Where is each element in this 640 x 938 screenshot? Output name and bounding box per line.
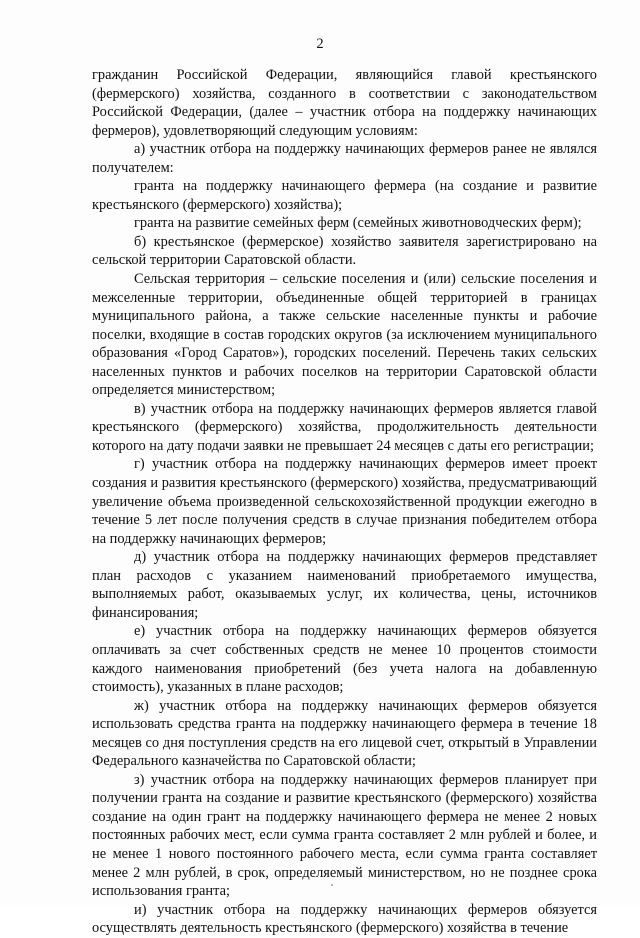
paragraph-grant-beginning-farmer: гранта на поддержку начинающего фермера (на создание и развитие крестьянского (фермерского) хозяйства);: [92, 178, 597, 213]
paragraph-applicant-definition: гражданин Российской Федерации, являющийся главой крестьянского (фермерского) хозяйства, созданного в соответствии с законодательством Российской Федерации, (далее – участник отбора на поддержку начинающих фермеров), удовлетворяющий следующим условиям:: [92, 67, 597, 139]
paragraph-condition-i: и) участник отбора на поддержку начинающих фермеров обязуется осуществлять деятельность крестьянского (фермерского) хозяйства в течение: [92, 901, 597, 937]
document-body: [92, 66, 597, 938]
paragraph-condition-a: а) участник отбора на поддержку начинающих фермеров ранее не являлся получателем:: [92, 141, 597, 176]
paragraph-condition-v: в) участник отбора на поддержку начинающих фермеров является главой крестьянского (фермерского) хозяйства, продолжительность деятельности которого на дату подачи заявки не превышает 24 месяцев с даты его регистрации;: [92, 400, 597, 454]
scan-speck: [331, 884, 333, 886]
page-number: 2: [316, 36, 324, 52]
paragraph-condition-g: г) участник отбора на поддержку начинающих фермеров имеет проект создания и развития крестьянского (фермерского) хозяйства, предусматривающий увеличение объема произведенной сельскохозяйственной продукции ежегодно в течение 5 лет после получения средств в случае признания победителем отбора на поддержку начинающих фермеров;: [92, 456, 597, 547]
paragraph-grant-family-farms: гранта на развитие семейных ферм (семейных животноводческих ферм);: [134, 215, 582, 232]
paragraph-condition-zh: ж) участник отбора на поддержку начинающих фермеров обязуется использовать средства гранта на поддержку начинающего фермера в течение 18 месяцев со дня поступления средств на его лицевой счет, открытый в Управлении Федерального казначейства по Саратовской области;: [92, 697, 597, 770]
paragraph-condition-b: б) крестьянское (фермерское) хозяйство заявителя зарегистрировано на сельской территории Саратовской области.: [92, 233, 597, 269]
paragraph-condition-z: з) участник отбора на поддержку начинающих фермеров планирует при получении гранта на создание и развитие крестьянского (фермерского) хозяйства создание на один грант на поддержку начинающего фермера не менее 2 новых постоянных рабочих мест, если сумма гранта составляет 2 млн рублей и более, и не менее 1 нового постоянного рабочего места, если сумма гранта составляет менее 2 млн рублей, в срок, определяемый министерством, но не позднее срока использования гранта;: [92, 771, 597, 900]
paragraph-condition-e: е) участник отбора на поддержку начинающих фермеров обязуется оплачивать за счет собственных средств не менее 10 процентов стоимости каждого наименования приобретений (без учета налога на добавленную стоимость), указанных в плане расходов;: [92, 623, 597, 696]
paragraph-condition-d: д) участник отбора на поддержку начинающих фермеров представляет план расходов с указанием наименований приобретаемого имущества, выполняемых работ, оказываемых услуг, их количества, цены, источников финансирования;: [92, 549, 597, 621]
paragraph-rural-territory: Сельская территория – сельские поселения и (или) сельские поселения и межселенные территории, объединенные общей территорией в границах муниципального района, а также сельские населенные пункты и рабочие поселки, входящие в состав городских округов (за исключением муниципального образования «Город Саратов»), городских поселений. Перечень таких сельских населенных пунктов и рабочих поселков на территории Саратовской области определяется министерством;: [92, 271, 597, 399]
